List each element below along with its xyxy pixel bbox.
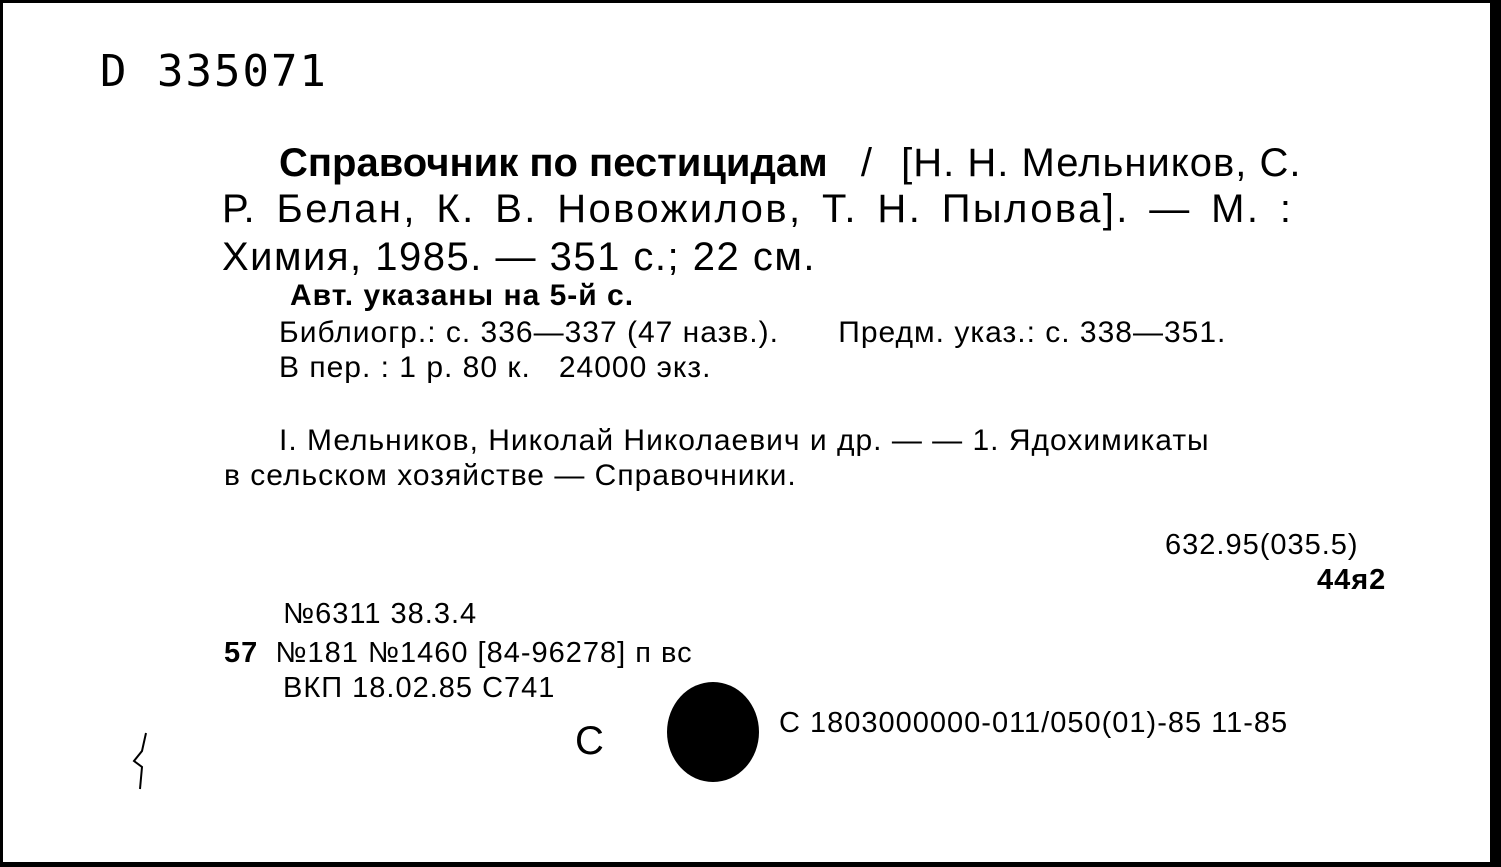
udc-code: 632.95(035.5) xyxy=(1165,529,1359,561)
letter-c: С xyxy=(575,719,604,763)
note-price: В пер. : 1 р. 80 к. 24000 экз. xyxy=(279,351,712,384)
registration-number: 57 xyxy=(224,637,259,669)
card-code: С 1803000000-011/050(01)-85 11-85 xyxy=(779,707,1289,739)
registration-line-3: ВКП 18.02.85 С741 xyxy=(283,672,556,704)
title-line xyxy=(279,143,1301,183)
subject-heading-2: в сельском хозяйстве — Справочники. xyxy=(224,459,797,492)
registration-details: №181 №1460 [84-96278] п вс xyxy=(275,637,693,669)
book-title: Справочник по пестицидам xyxy=(279,141,828,185)
subject-heading-1: I. Мельников, Николай Николаевич и др. — — 1. Ядохимикаты xyxy=(279,424,1210,457)
note-bibliography: Библиогр.: с. 336—337 (47 назв.). xyxy=(279,316,779,349)
registration-line-1: №6311 38.3.4 xyxy=(283,598,478,630)
pen-mark-icon xyxy=(130,731,150,791)
title-separator: / xyxy=(860,141,872,185)
catalog-card xyxy=(3,3,1490,862)
authors-part1: [Н. Н. Мельников, С. xyxy=(901,141,1302,185)
note-index: Предм. указ.: с. 338—351. xyxy=(838,316,1227,349)
punch-hole xyxy=(667,682,759,782)
note-authors: Авт. указаны на 5-й с. xyxy=(290,279,635,312)
imprint-line: Химия, 1985. — 351 с.; 22 см. xyxy=(222,235,816,279)
bbk-code: 44я2 xyxy=(1317,564,1387,596)
registration-line-2 xyxy=(224,639,693,668)
call-number: D 335071 xyxy=(100,46,328,97)
authors-line: Р. Белан, К. В. Новожилов, Т. Н. Пылова]. — М. : xyxy=(222,187,1294,231)
note-bibliography-line xyxy=(279,318,1226,348)
